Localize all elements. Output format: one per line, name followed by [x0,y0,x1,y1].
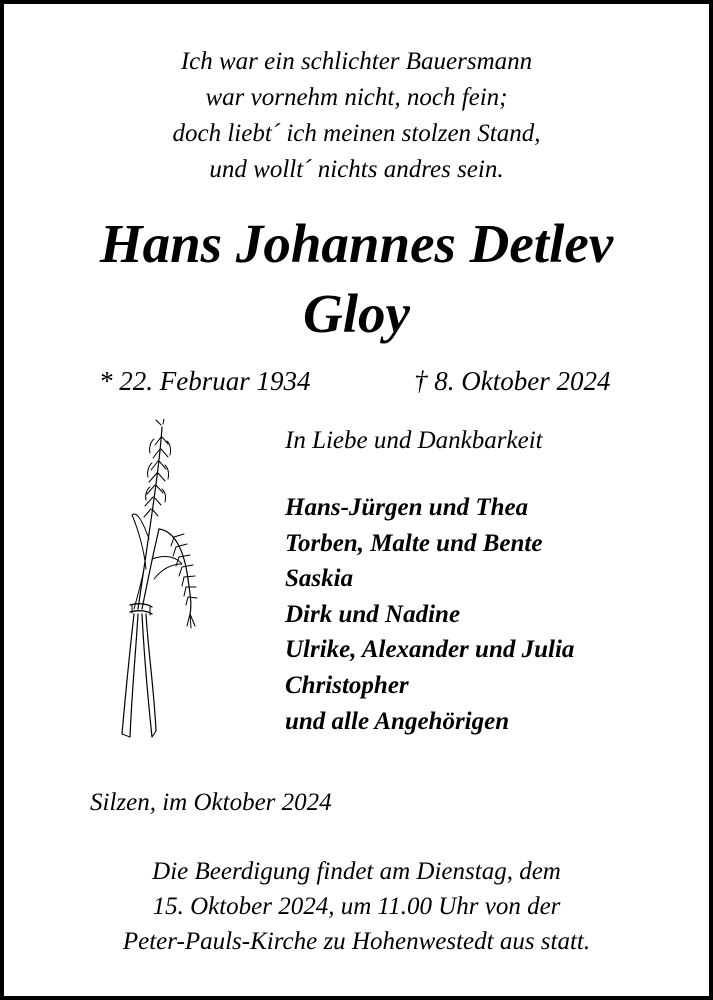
mourners-list [285,490,574,739]
funeral-line: Peter-Pauls-Kirche zu Hohenwestedt aus statt. [122,928,591,955]
poem-line: war vornehm nicht, noch fein; [205,84,508,111]
poem-line: Ich war ein schlichter Bauersmann [180,48,533,75]
mourner-line: Ulrike, Alexander und Julia [285,636,575,664]
funeral-info [4,854,709,959]
mourner-line: Christopher [285,671,409,699]
wheat-ears-icon [104,419,214,744]
funeral-line: 15. Oktober 2024, um 11.00 Uhr von der [152,893,561,920]
poem [4,44,709,188]
mourner-line: und alle Angehörigen [285,707,510,735]
deceased-name-line1: Hans Johannes Detlev [99,213,614,274]
place-and-date: Silzen, im Oktober 2024 [90,789,332,816]
mourner-line: Saskia [285,565,354,593]
mourner-line: Torben, Malte und Bente [285,529,543,557]
mourner-line: Hans-Jürgen und Thea [285,494,529,521]
deceased-name [4,209,709,349]
mourner-line: Dirk und Nadine [285,600,461,628]
deceased-name-line2: Gloy [303,283,410,344]
death-date: † 8. Oktober 2024 [414,366,611,396]
dedication: In Liebe und Dankbarkeit [285,427,543,454]
funeral-line: Die Beerdigung findet am Dienstag, dem [152,858,561,885]
birth-date: * 22. Februar 1934 [99,366,311,396]
poem-line: doch liebt´ ich meinen stolzen Stand, [172,120,541,147]
poem-line: und wollt´ nichts andres sein. [209,156,504,183]
